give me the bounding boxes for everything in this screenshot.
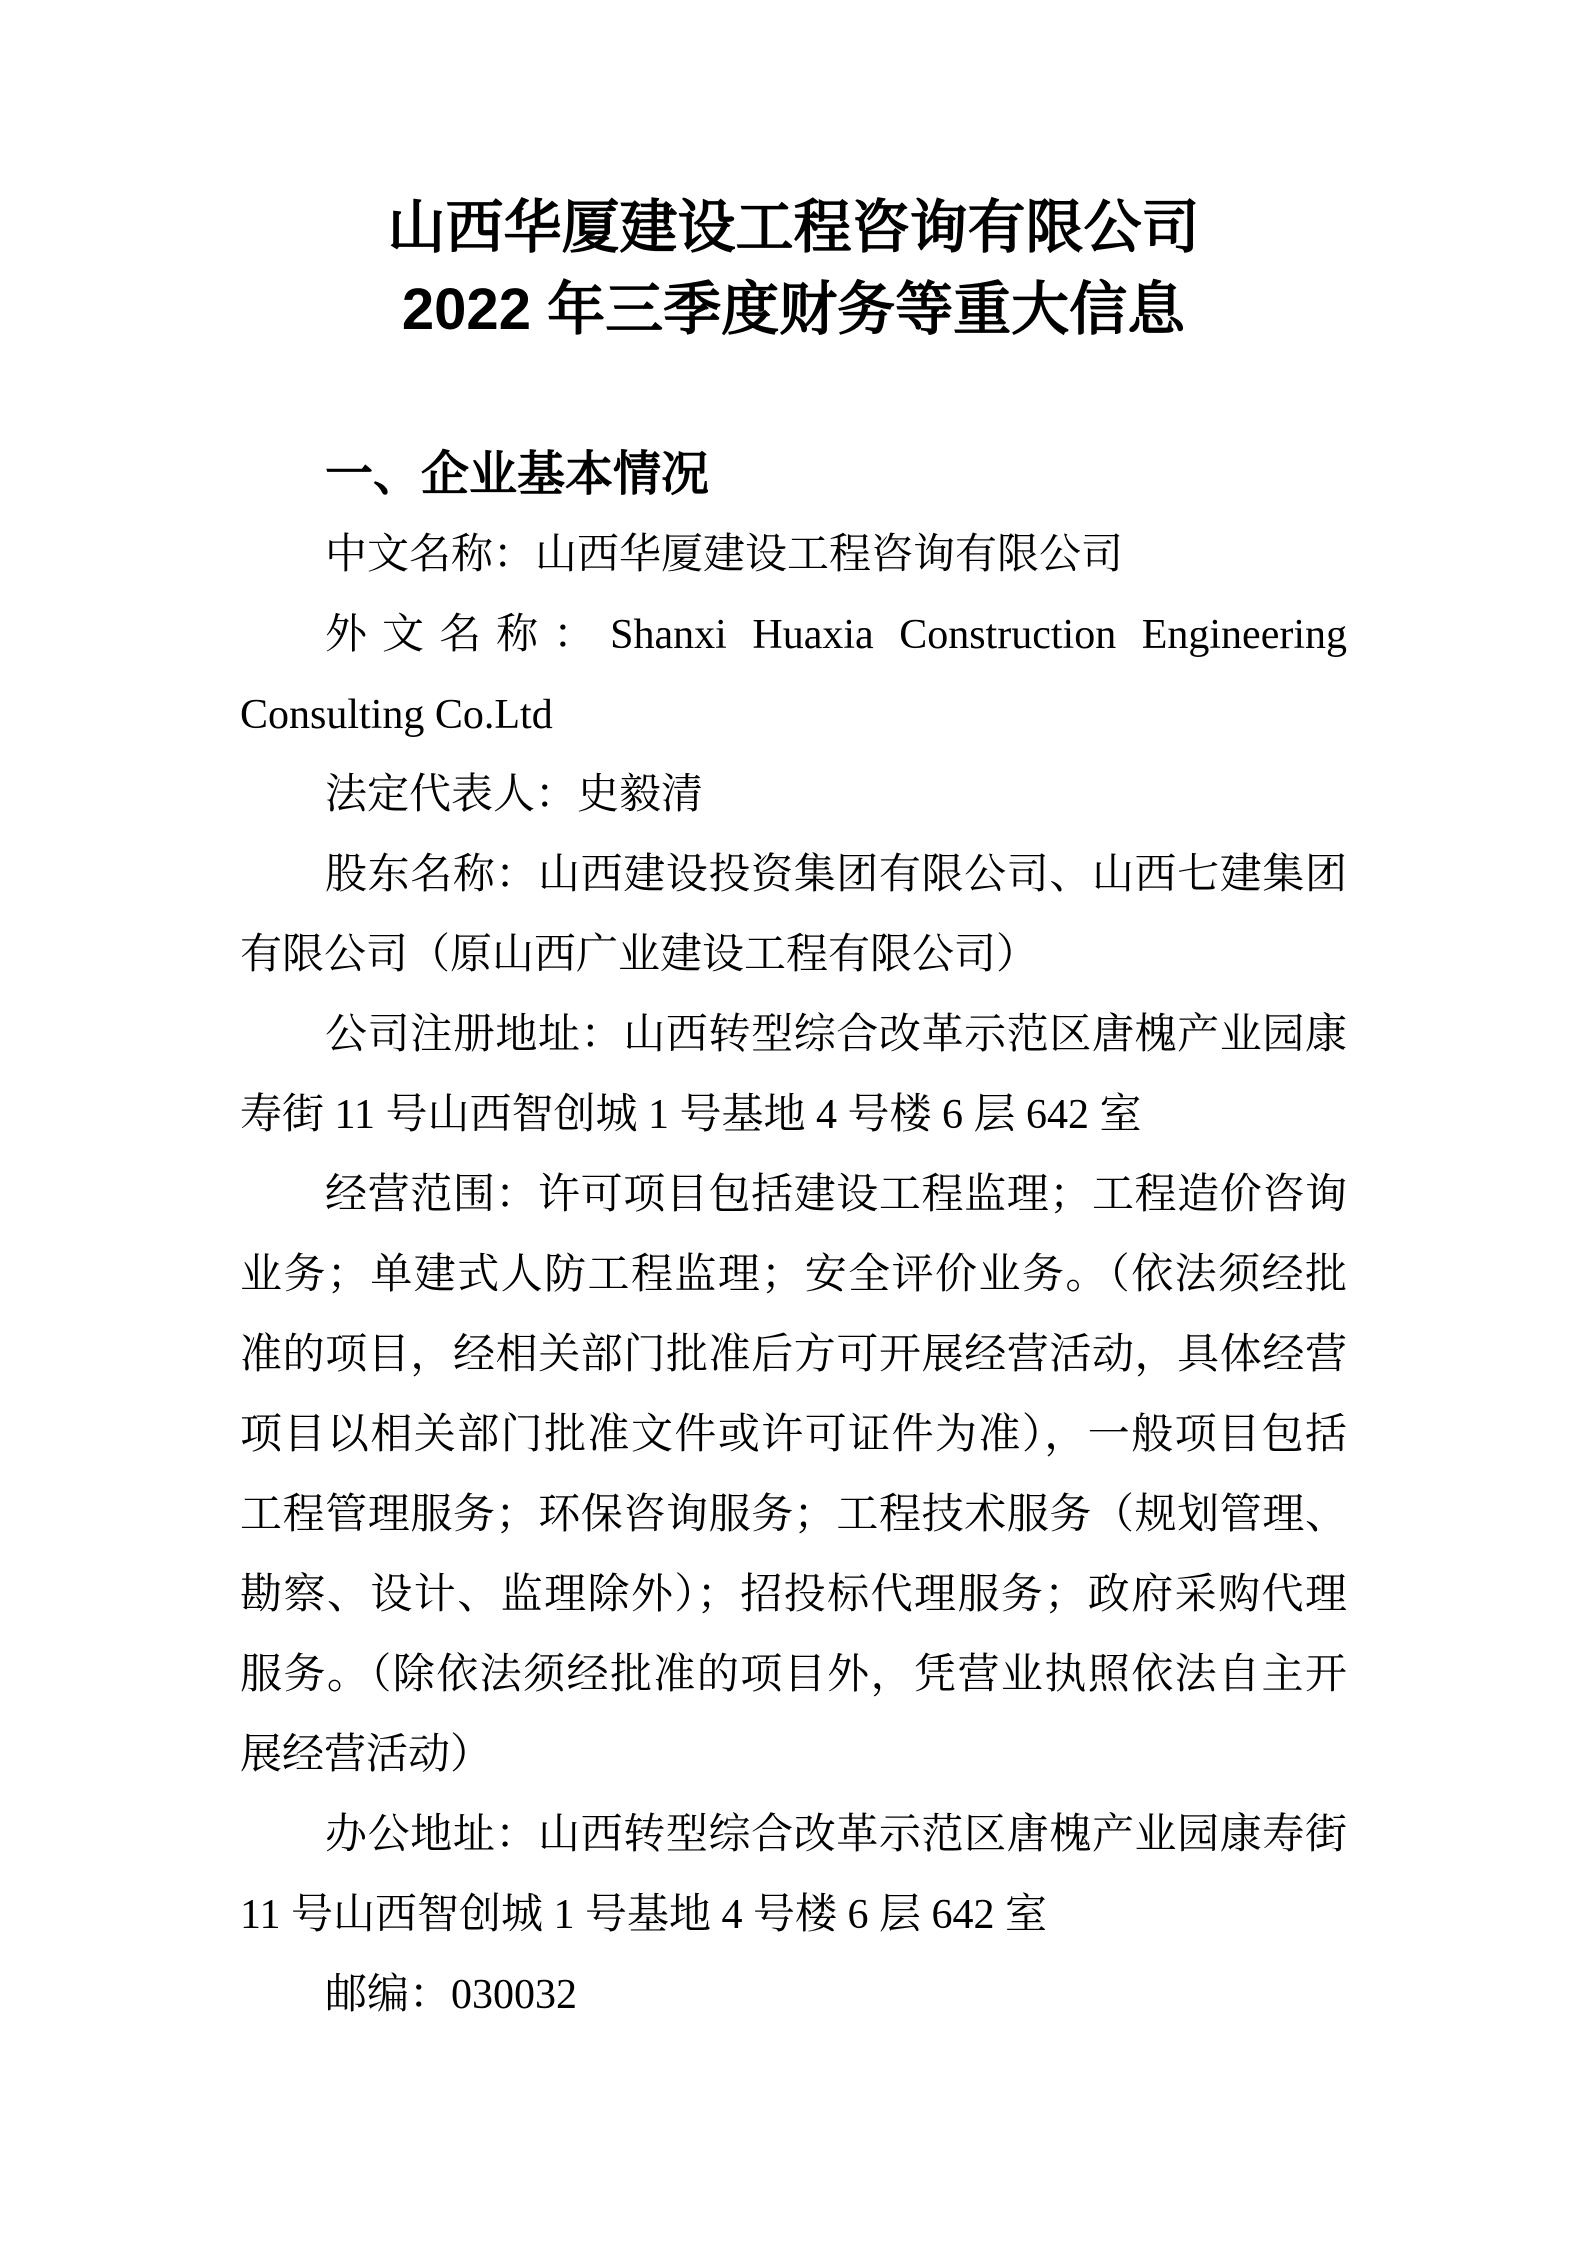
document-title-line-2: 2022 年三季度财务等重大信息 xyxy=(401,277,1186,342)
body-line: 法定代表人：史毅清 xyxy=(325,772,704,818)
body-line: 外文名称：Shanxi Huaxia Construction Engineering xyxy=(325,612,1347,658)
paragraph xyxy=(240,595,1347,755)
paragraph xyxy=(240,995,1347,1155)
document-title xyxy=(240,187,1347,351)
body-line: 股东名称：山西建设投资集团有限公司、山西七建集团 xyxy=(325,852,1347,898)
body-line: 业务；单建式人防工程监理；安全评价业务。（依法须经批 xyxy=(240,1252,1347,1298)
section-heading: 一、企业基本情况 xyxy=(325,448,710,501)
body-line: 公司注册地址：山西转型综合改革示范区唐槐产业园康 xyxy=(325,1012,1347,1058)
paragraph xyxy=(240,835,1347,995)
body-line: 勘察、设计、监理除外）；招投标代理服务；政府采购代理 xyxy=(240,1572,1347,1618)
body-line: 邮编：030032 xyxy=(325,1972,578,2018)
body-line: 11 号山西智创城 1 号基地 4 号楼 6 层 642 室 xyxy=(240,1892,1047,1938)
paragraph xyxy=(240,1155,1347,1795)
body-line: 项目以相关部门批准文件或许可证件为准），一般项目包括 xyxy=(240,1412,1347,1458)
body-line: 服务。（除依法须经批准的项目外，凭营业执照依法自主开 xyxy=(240,1652,1347,1698)
paragraph xyxy=(240,515,1347,595)
body-line: 寿街 11 号山西智创城 1 号基地 4 号楼 6 层 642 室 xyxy=(240,1092,1142,1138)
body-line: 经营范围：许可项目包括建设工程监理；工程造价咨询 xyxy=(325,1172,1347,1218)
body-line: 办公地址：山西转型综合改革示范区唐槐产业园康寿街 xyxy=(325,1812,1347,1858)
paragraph xyxy=(240,1955,1347,2035)
paragraph xyxy=(240,1795,1347,1955)
paragraph xyxy=(240,755,1347,835)
body-line: 工程管理服务；环保咨询服务；工程技术服务（规划管理、 xyxy=(240,1492,1347,1538)
body-line: 中文名称：山西华厦建设工程咨询有限公司 xyxy=(325,532,1124,578)
body-line: Consulting Co.Ltd xyxy=(240,692,553,738)
document-title-line-1: 山西华厦建设工程咨询有限公司 xyxy=(387,195,1200,260)
body-line: 展经营活动） xyxy=(240,1732,493,1778)
body-line: 有限公司（原山西广业建设工程有限公司） xyxy=(240,932,1039,978)
body-paragraphs xyxy=(240,515,1347,2035)
body-line: 准的项目，经相关部门批准后方可开展经营活动，具体经营 xyxy=(240,1332,1347,1378)
